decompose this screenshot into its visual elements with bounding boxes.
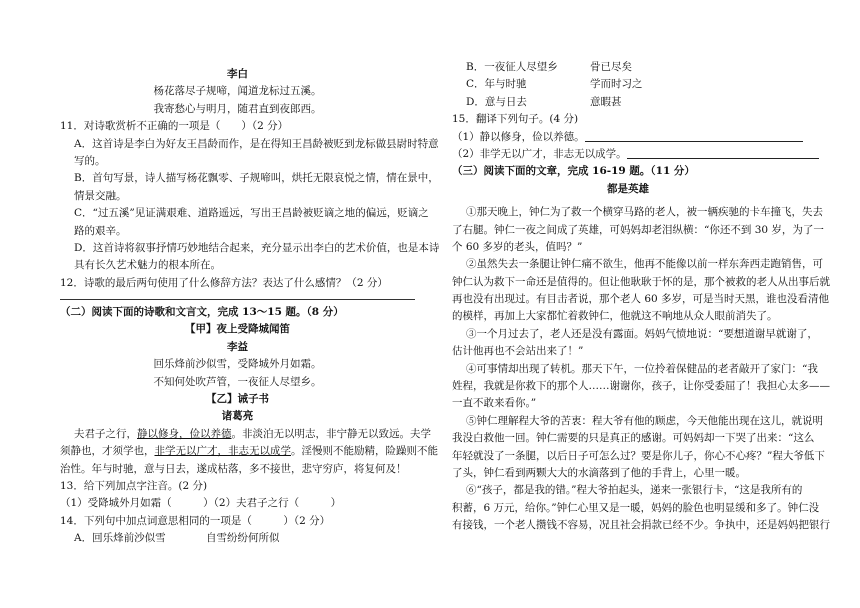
option-right: 意暇甚 xyxy=(590,95,622,108)
article-title: 都是英雄 xyxy=(607,182,649,195)
text-yi-para-3: 治性。年与时驰，意与日去，遂成枯落，多不接世，悲守穷庐，将复何及！ xyxy=(60,462,407,475)
article-para-6-cont: 积蓄，6 万元，给你。”钟仁心里又是一暖，妈妈的脸色也明显缓和多了。钟仁没 xyxy=(452,501,820,514)
article-para-2-cont: 的模样，再加上大家都忙着救钟仁，他就这不响地从众人眼前消失了。 xyxy=(452,310,778,323)
left-column xyxy=(60,56,440,548)
answer-blank-1[interactable] xyxy=(585,131,803,142)
article-para-1: ①那天晚上，钟仁为了救一个横穿马路的老人，被一辆疾驰的卡车撞飞，失去 xyxy=(466,206,823,219)
poem1-author: 李白 xyxy=(227,68,248,80)
article-para-2-cont: 再也没有出现过。有目击者说，那个老人 60 多岁，可是当时天黑，谁也没看清他 xyxy=(452,293,830,306)
text-yi-para-2 xyxy=(60,443,438,460)
q11-option-b: B．首句写景，诗人描写杨花飘零、子规啼叫，烘托无限哀悦之情，情在景中， xyxy=(74,172,439,185)
q11-option-d-cont: 具有长久艺术魅力的根本所在。 xyxy=(74,259,221,272)
text-yi-para-1 xyxy=(60,426,431,443)
section-3-title: （三）阅读下面的文章，完成 16-19 题。（11 分） xyxy=(452,165,695,178)
q11-option-b-cont: 情景交融。 xyxy=(74,189,127,202)
text-segment: 。淫慢则不能励精，险躁则不能 xyxy=(291,445,438,458)
underlined-phrase-1: 静以修身，俭以养德 xyxy=(137,427,232,440)
q15-item-2-text: （2）非学无以广才，非志无以成学。 xyxy=(452,147,627,160)
article-para-5-cont: 我没白救他一回。钟仁需要的只是真正的感谢。可妈妈却一下哭了出来：“这么 xyxy=(452,432,815,445)
article-para-4: ④可事情却出现了转机。那天下午，一位拎着保健品的老者敲开了家门：“我 xyxy=(466,362,818,375)
article-para-3-cont: 估计他再也不会站出来了！” xyxy=(452,345,584,358)
article-para-1-cont: 了右腿。钟仁一夜之间成了英雄，可妈妈却老泪纵横：“你还不到 30 岁，为了一 xyxy=(452,223,824,236)
article-para-1-cont: 个 60 多岁的老头，值吗？” xyxy=(452,240,583,253)
question-12: 12．诗歌的最后两句使用了什么修辞方法？表达了什么感情？（2 分） xyxy=(60,276,388,289)
answer-blank-2[interactable] xyxy=(627,148,819,159)
question-14: 14．下列句中加点词意思相同的一项是（ ）（2 分） xyxy=(60,514,331,527)
poem-jia-author: 李益 xyxy=(227,340,248,353)
section-2-title: （二）阅读下面的诗歌和文言文，完成 13～15 题。（8 分） xyxy=(60,306,344,319)
article-para-5-cont: 年轻就没了一条腿，以后日子可怎么过？要是你儿子，你心不心疼？”程大爷低下 xyxy=(452,449,825,462)
option-right: 骨已尽矣 xyxy=(590,61,632,73)
question-15: 15．翻译下列句子。(4 分) xyxy=(452,113,579,126)
text-yi-title: 【乙】诫子书 xyxy=(206,393,269,406)
poem-jia-line-2: 不知何处吹芦管，一夜征人尽望乡。 xyxy=(153,375,322,388)
question-13: 13．给下列加点字注音。(2 分) xyxy=(60,479,208,492)
q14-option-b xyxy=(452,59,804,76)
article-para-2-cont: 钟仁认为救下一命还是值得的。但让他耿耿于怀的是，那个被救的老人从出事后就 xyxy=(452,275,830,288)
article-para-4-cont: 姓程，我就是你救下的那个人……谢谢你，孩子，让你受委屈了！我担心太多—— xyxy=(452,380,830,393)
q14-option-a xyxy=(60,530,415,547)
text-segment: 夫君子之行， xyxy=(74,427,137,440)
poem1-line-1: 杨花落尽子规啼，闻道龙标过五溪。 xyxy=(153,85,322,98)
text-segment: 。非淡泊无以明志，非宁静无以致远。夫学 xyxy=(231,427,431,440)
q14-option-c xyxy=(452,76,804,93)
article-para-6-cont: 有接钱，一个老人攒钱不容易，况且社会捐款已经不少。争执中，还是妈妈把银行 xyxy=(452,519,830,532)
q11-option-a: A．这首诗是李白为好友王昌龄而作，是在得知王昌龄被贬到龙标做县尉时特意 xyxy=(74,137,439,150)
q13-items: （1）受降城外月如霜（ ）（2）夫君子之行（ ） xyxy=(60,497,342,510)
option-right: 自雪纷纷何所似 xyxy=(206,532,280,545)
article-para-2: ②虽然失去一条腿让钟仁痛不欲生，他再不能像以前一样东奔西走跑销售，可 xyxy=(466,258,823,271)
article-para-5-cont: 了头，钟仁看到两颗大大的水滴落到了他的手背上，心里一暖。 xyxy=(452,466,746,479)
section-divider xyxy=(60,299,415,300)
question-11: 11．对诗歌赏析不正确的一项是（ ）（2 分） xyxy=(60,120,289,133)
option-left: D．意与日去 xyxy=(466,95,527,108)
text-yi-author: 诸葛亮 xyxy=(221,410,254,423)
article-para-4-cont: 一直不敢来看你。” xyxy=(452,397,537,410)
q11-option-d: D．这首诗将叙事抒情巧妙地结合起来，充分显示出李白的艺术价值，也是本诗 xyxy=(74,241,440,254)
option-left: C．年与时驰 xyxy=(466,78,527,91)
q15-item-1 xyxy=(452,129,804,146)
article-para-5: ⑤钟仁理解程大爷的苦衷：程大爷有他的顾虑，今天他能出现在这儿，就说明 xyxy=(466,414,823,427)
option-left: B．一夜征人尽望乡 xyxy=(466,61,558,73)
article-para-6: ⑥“孩子，都是我的错。”程大爷拍起头，递来一张银行卡，“这是我所有的 xyxy=(466,484,803,497)
underlined-phrase-2: 非学无以广才，非志无以成学 xyxy=(154,445,291,458)
q15-item-2 xyxy=(452,146,804,163)
q11-option-c-cont: 路的艰辛。 xyxy=(74,224,127,237)
right-column xyxy=(452,56,830,535)
article-para-3: ③一个月过去了，老人还是没有露面。妈妈气愤地说：“要想道谢早就谢了， xyxy=(466,327,818,340)
q15-item-1-text: （1）静以修身，俭以养德。 xyxy=(452,130,585,143)
option-left: A．回乐烽前沙似雪 xyxy=(74,532,166,545)
poem-jia-title: 【甲】夜上受降城闻笛 xyxy=(185,323,290,336)
q14-option-d xyxy=(452,94,804,111)
text-segment: 须静也，才须学也， xyxy=(60,445,155,458)
option-right: 学而时习之 xyxy=(590,78,643,91)
q11-option-a-cont: 写的。 xyxy=(74,154,106,167)
poem1-line-2: 我寄愁心与明月，随君直到夜郎西。 xyxy=(153,102,322,115)
poem-jia-line-1: 回乐烽前沙似雪，受降城外月如霜。 xyxy=(153,358,322,371)
q11-option-c: C．“过五溪”见证满艰难、道路遥远，写出王昌龄被贬谪之地的偏远，贬谪之 xyxy=(74,207,429,220)
